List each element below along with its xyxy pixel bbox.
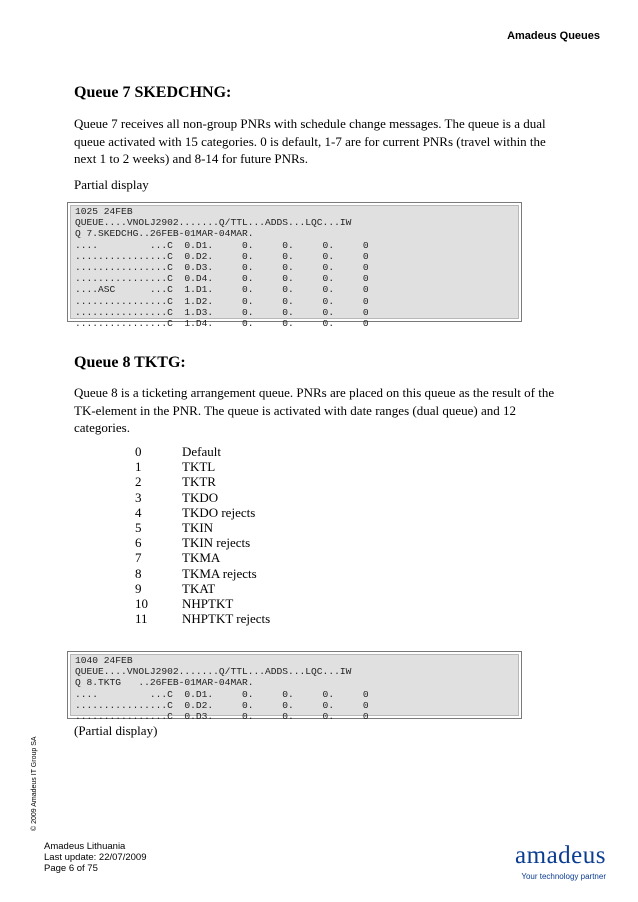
category-row — [135, 596, 270, 611]
terminal-line: ................C 0.D3. 0. 0. 0. 0 — [75, 261, 369, 273]
terminal-line: ................C 0.D2. 0. 0. 0. 0 — [75, 250, 369, 262]
category-label: TKIN rejects — [182, 535, 251, 551]
category-number: 3 — [135, 489, 142, 505]
category-label: NHPTKT — [182, 595, 234, 611]
queue8-description — [74, 384, 564, 437]
queue8-terminal-display — [67, 651, 522, 722]
category-number: 11 — [135, 611, 148, 627]
footer-company: Amadeus Lithuania — [44, 841, 126, 852]
category-number: 6 — [135, 535, 142, 551]
queue7-terminal-display — [67, 202, 522, 329]
category-row — [135, 535, 270, 550]
queue8-partial-label: (Partial display) — [74, 723, 158, 738]
category-label: TKDO rejects — [182, 504, 256, 520]
queue8-heading: Queue 8 TKTG: — [74, 354, 186, 371]
terminal-line: .... ...C 0.D1. 0. 0. 0. 0 — [75, 688, 369, 700]
category-number: 9 — [135, 580, 142, 596]
category-number: 0 — [135, 444, 142, 459]
queue7-heading: Queue 7 SKEDCHNG: — [74, 84, 232, 101]
category-number: 2 — [135, 474, 142, 490]
category-number: 8 — [135, 565, 142, 581]
category-label: Default — [182, 444, 221, 459]
queue7-description — [74, 115, 564, 168]
category-label: TKAT — [182, 580, 216, 596]
logo-tagline: Your technology partner — [521, 872, 606, 881]
terminal-line: 1025 24FEB — [75, 206, 133, 217]
category-row — [135, 444, 270, 459]
category-row — [135, 459, 270, 474]
category-label: TKDO — [182, 489, 219, 505]
category-number: 10 — [135, 595, 148, 611]
queue7-partial-label: Partial display — [74, 177, 149, 192]
category-row — [135, 581, 270, 596]
category-number: 4 — [135, 504, 142, 520]
footer-page-number: Page 6 of 75 — [44, 863, 98, 874]
terminal-line: ................C 0.D3. 0. 0. 0. 0 — [75, 710, 369, 722]
category-row — [135, 520, 270, 535]
terminal-line: Q 8.TKTG ..26FEB-01MAR-04MAR. — [75, 677, 254, 689]
category-row — [135, 611, 270, 626]
terminal-line: ................C 1.D2. 0. 0. 0. 0 — [75, 295, 369, 307]
logo-wordmark: amadeus — [515, 842, 606, 869]
terminal-line: QUEUE....VNOLJ2902.......Q/TTL...ADDS...LQC...IW — [75, 666, 352, 678]
page-footer — [44, 841, 146, 874]
terminal-line: Q 7.SKEDCHG..26FEB-01MAR-04MAR. — [75, 228, 254, 240]
amadeus-logo — [486, 843, 606, 883]
category-label: TKMA — [182, 550, 221, 566]
queue8-description-line: Queue 8 is a ticketing arrangement queue. PNRs are placed on this queue as the result of the — [74, 385, 555, 400]
running-header: Amadeus Queues — [507, 30, 600, 42]
terminal-line: ................C 1.D4. 0. 0. 0. 0 — [75, 317, 369, 329]
queue7-description-line: next 1 to 2 weeks) and 8-14 for future PNRs. — [74, 151, 308, 166]
terminal-line: 1040 24FEB — [75, 655, 133, 666]
copyright-note: © 2009 Amadeus IT Group SA — [31, 736, 38, 831]
category-label: TKTL — [182, 459, 216, 475]
category-row — [135, 505, 270, 520]
terminal-line: ................C 0.D2. 0. 0. 0. 0 — [75, 699, 369, 711]
category-row — [135, 490, 270, 505]
queue7-description-line: queue activated with 15 categories. 0 is default, 1-7 are for current PNRs (travel within the — [74, 133, 546, 149]
terminal-line: ....ASC ...C 1.D1. 0. 0. 0. 0 — [75, 284, 369, 296]
category-label: TKTR — [182, 474, 216, 490]
queue8-description-line: TK-element in the PNR. The queue is activated with date ranges (dual queue) and 12 — [74, 402, 516, 418]
queue7-description-line: Queue 7 receives all non-group PNRs with schedule change messages. The queue is a dual — [74, 116, 546, 131]
category-label: NHPTKT rejects — [182, 611, 271, 627]
category-number: 5 — [135, 519, 142, 535]
queue8-category-list — [135, 444, 270, 626]
terminal-line: .... ...C 0.D1. 0. 0. 0. 0 — [75, 239, 369, 251]
footer-last-update: Last update: 22/07/2009 — [44, 852, 147, 863]
terminal-line: ................C 0.D4. 0. 0. 0. 0 — [75, 273, 369, 285]
terminal-line: ................C 1.D3. 0. 0. 0. 0 — [75, 306, 369, 318]
queue8-description-line: categories. — [74, 420, 130, 435]
category-row — [135, 474, 270, 489]
category-label: TKMA rejects — [182, 565, 257, 581]
category-row — [135, 550, 270, 565]
category-number: 1 — [135, 459, 142, 475]
terminal-line: QUEUE....VNOLJ2902.......Q/TTL...ADDS...LQC...IW — [75, 217, 352, 229]
category-label: TKIN — [182, 519, 214, 535]
category-row — [135, 566, 270, 581]
category-number: 7 — [135, 550, 142, 566]
